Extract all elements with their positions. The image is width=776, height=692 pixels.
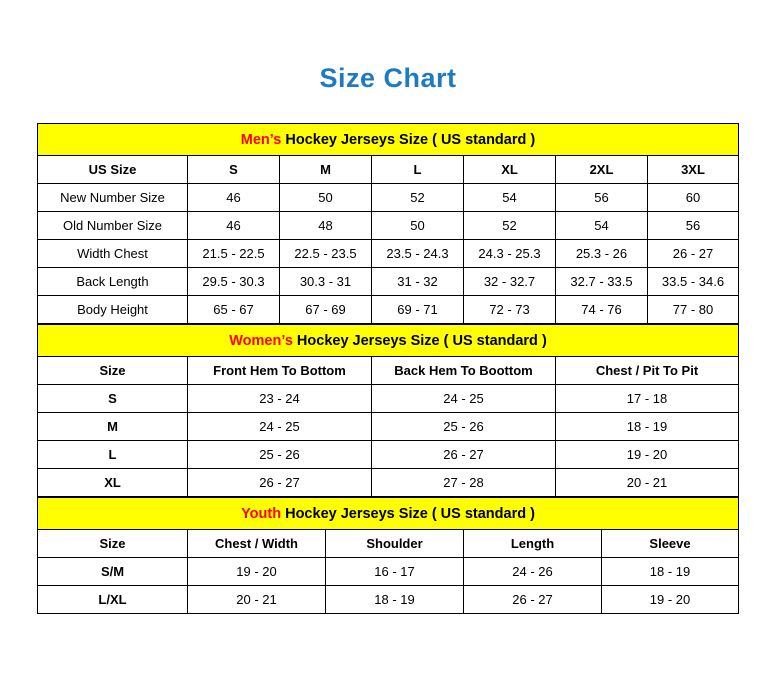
- youth-header-cell-4: Sleeve: [602, 530, 739, 558]
- mens-header-cell-1: S: [188, 156, 280, 184]
- womens-header-cell-2: Back Hem To Boottom: [372, 357, 556, 385]
- youth-header-cell-0: Size: [38, 530, 188, 558]
- youth-row-0-cell-1: 19 - 20: [188, 558, 326, 586]
- mens-row-2-cell-1: 21.5 - 22.5: [188, 240, 280, 268]
- mens-row-1-cell-3: 50: [372, 212, 464, 240]
- table-row: [38, 469, 739, 497]
- mens-row-0-cell-4: 54: [464, 184, 556, 212]
- womens-row-2-cell-3: 19 - 20: [556, 441, 739, 469]
- table-row: [38, 441, 739, 469]
- mens-row-0-label: New Number Size: [38, 184, 188, 212]
- mens-row-3-cell-3: 31 - 32: [372, 268, 464, 296]
- womens-row-2-cell-1: 25 - 26: [188, 441, 372, 469]
- womens-band-accent: Women’s: [229, 332, 293, 349]
- womens-band-row: [38, 325, 739, 357]
- youth-band-label: [38, 498, 739, 530]
- mens-header-row: [38, 156, 739, 184]
- womens-row-1-cell-2: 25 - 26: [372, 413, 556, 441]
- mens-row-3-cell-4: 32 - 32.7: [464, 268, 556, 296]
- mens-row-3-cell-1: 29.5 - 30.3: [188, 268, 280, 296]
- youth-row-1-cell-3: 26 - 27: [464, 586, 602, 614]
- womens-row-3-cell-1: 26 - 27: [188, 469, 372, 497]
- youth-row-1-label: L/XL: [38, 586, 188, 614]
- table-row: [38, 184, 739, 212]
- mens-row-1-cell-2: 48: [280, 212, 372, 240]
- mens-header-cell-2: M: [280, 156, 372, 184]
- mens-row-2-cell-4: 24.3 - 25.3: [464, 240, 556, 268]
- mens-row-0-cell-1: 46: [188, 184, 280, 212]
- womens-header-cell-0: Size: [38, 357, 188, 385]
- youth-row-0-cell-2: 16 - 17: [326, 558, 464, 586]
- womens-row-1-label: M: [38, 413, 188, 441]
- table-row: [38, 240, 739, 268]
- size-chart-tables: [37, 123, 738, 614]
- youth-row-0-cell-3: 24 - 26: [464, 558, 602, 586]
- mens-row-2-cell-5: 25.3 - 26: [556, 240, 648, 268]
- mens-row-3-cell-5: 32.7 - 33.5: [556, 268, 648, 296]
- mens-header-cell-4: XL: [464, 156, 556, 184]
- table-row: [38, 296, 739, 324]
- womens-band-rest: Hockey Jerseys Size ( US standard ): [292, 332, 547, 349]
- youth-header-row: [38, 530, 739, 558]
- mens-band-label: [38, 124, 739, 156]
- youth-header-cell-1: Chest / Width: [188, 530, 326, 558]
- womens-header-cell-3: Chest / Pit To Pit: [556, 357, 739, 385]
- mens-header-cell-6: 3XL: [648, 156, 739, 184]
- table-row: [38, 385, 739, 413]
- mens-row-2-cell-3: 23.5 - 24.3: [372, 240, 464, 268]
- womens-row-2-label: L: [38, 441, 188, 469]
- youth-row-1-cell-1: 20 - 21: [188, 586, 326, 614]
- mens-band-row: [38, 124, 739, 156]
- mens-row-4-cell-4: 72 - 73: [464, 296, 556, 324]
- womens-row-0-cell-1: 23 - 24: [188, 385, 372, 413]
- youth-header-cell-3: Length: [464, 530, 602, 558]
- womens-row-1-cell-1: 24 - 25: [188, 413, 372, 441]
- mens-row-1-cell-6: 56: [648, 212, 739, 240]
- mens-row-0-cell-2: 50: [280, 184, 372, 212]
- womens-row-1-cell-3: 18 - 19: [556, 413, 739, 441]
- mens-row-1-cell-5: 54: [556, 212, 648, 240]
- youth-band-rest: Hockey Jerseys Size ( US standard ): [281, 505, 535, 522]
- mens-row-4-cell-6: 77 - 80: [648, 296, 739, 324]
- mens-band-accent: Men’s: [240, 131, 282, 148]
- mens-header-cell-3: L: [372, 156, 464, 184]
- page-title: Size Chart: [319, 63, 457, 93]
- table-row: [38, 268, 739, 296]
- mens-size-table: [37, 123, 739, 324]
- youth-row-1-cell-4: 19 - 20: [602, 586, 739, 614]
- youth-size-table: [37, 497, 739, 614]
- mens-row-0-cell-3: 52: [372, 184, 464, 212]
- mens-header-cell-5: 2XL: [556, 156, 648, 184]
- womens-row-3-cell-2: 27 - 28: [372, 469, 556, 497]
- womens-row-2-cell-2: 26 - 27: [372, 441, 556, 469]
- mens-row-2-label: Width Chest: [38, 240, 188, 268]
- youth-header-cell-2: Shoulder: [326, 530, 464, 558]
- mens-row-4-cell-2: 67 - 69: [280, 296, 372, 324]
- womens-size-table: [37, 324, 739, 497]
- womens-row-0-label: S: [38, 385, 188, 413]
- mens-row-4-label: Body Height: [38, 296, 188, 324]
- mens-row-2-cell-6: 26 - 27: [648, 240, 739, 268]
- table-row: [38, 558, 739, 586]
- mens-row-1-label: Old Number Size: [38, 212, 188, 240]
- womens-header-row: [38, 357, 739, 385]
- mens-row-4-cell-3: 69 - 71: [372, 296, 464, 324]
- table-row: [38, 413, 739, 441]
- womens-row-3-cell-3: 20 - 21: [556, 469, 739, 497]
- mens-band-rest: Hockey Jerseys Size ( US standard ): [281, 131, 536, 148]
- youth-band-row: [38, 498, 739, 530]
- mens-row-4-cell-1: 65 - 67: [188, 296, 280, 324]
- womens-band-label: [38, 325, 739, 357]
- mens-row-4-cell-5: 74 - 76: [556, 296, 648, 324]
- mens-row-2-cell-2: 22.5 - 23.5: [280, 240, 372, 268]
- table-row: [38, 586, 739, 614]
- mens-header-cell-0: US Size: [38, 156, 188, 184]
- mens-row-0-cell-5: 56: [556, 184, 648, 212]
- womens-header-cell-1: Front Hem To Bottom: [188, 357, 372, 385]
- mens-row-3-cell-2: 30.3 - 31: [280, 268, 372, 296]
- womens-row-0-cell-3: 17 - 18: [556, 385, 739, 413]
- mens-row-1-cell-4: 52: [464, 212, 556, 240]
- mens-row-1-cell-1: 46: [188, 212, 280, 240]
- womens-row-3-label: XL: [38, 469, 188, 497]
- youth-band-accent: Youth: [241, 505, 282, 522]
- youth-row-0-cell-4: 18 - 19: [602, 558, 739, 586]
- mens-row-3-cell-6: 33.5 - 34.6: [648, 268, 739, 296]
- youth-row-0-label: S/M: [38, 558, 188, 586]
- mens-row-3-label: Back Length: [38, 268, 188, 296]
- table-row: [38, 212, 739, 240]
- mens-row-0-cell-6: 60: [648, 184, 739, 212]
- youth-row-1-cell-2: 18 - 19: [326, 586, 464, 614]
- womens-row-0-cell-2: 24 - 25: [372, 385, 556, 413]
